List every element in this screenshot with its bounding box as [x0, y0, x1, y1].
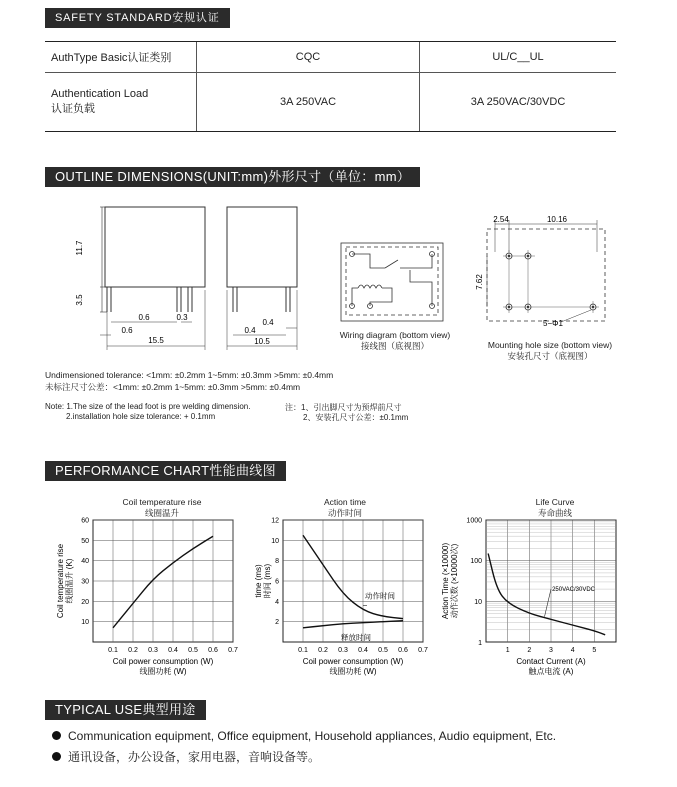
x-tick-label: 0.5: [378, 647, 388, 654]
dim-254-label: 2.54: [493, 215, 509, 224]
x-axis-label-cn: 线圈功耗 (W): [329, 667, 377, 676]
wiring-caption-cn: 接线图（底视图）: [360, 341, 429, 351]
dim-w06b-label: 0.6: [121, 326, 133, 335]
ul-load: 3A 250VAC/30VDC: [420, 73, 617, 132]
note-cn-1: 注：1、引出脚尺寸为预焊前尺寸: [285, 403, 402, 412]
y-axis-label-cn: 线圈温升 (K): [65, 558, 74, 604]
mounting-caption-en: Mounting hole size (bottom view): [487, 340, 613, 350]
y-tick-label: 50: [81, 537, 89, 545]
ul-header: UL/C__UL: [420, 42, 617, 73]
chart3-title-cn: 寿命曲线: [537, 508, 572, 518]
x-tick-label: 0.6: [398, 647, 408, 654]
x-tick-label: 0.1: [298, 647, 308, 654]
x-tick-label: 0.3: [148, 647, 158, 654]
typical-use-header: TYPICAL USE典型用途: [45, 700, 206, 720]
y-tick-label: 6: [275, 578, 279, 586]
x-axis-label: Coil power consumption (W): [302, 657, 404, 666]
y-axis-label-cn: 动作次数 (×10000次): [450, 543, 459, 619]
dim-w04a-label: 0.4: [262, 318, 274, 327]
chart1-title-en: Coil temperature rise: [122, 497, 202, 507]
x-tick-label: 2: [527, 647, 532, 654]
x-tick-label: 0.7: [418, 647, 428, 654]
dim-width-label: 10.5: [254, 337, 270, 346]
x-axis-label-cn: 线圈功耗 (W): [139, 667, 187, 676]
performance-chart-header: PERFORMANCE CHART性能曲线图: [45, 461, 286, 481]
note-en-2: 2.installation hole size tolerance: + 0.1mm: [66, 412, 216, 421]
x-tick-label: 0.6: [208, 647, 218, 654]
tolerance-en: Undimensioned tolerance: <1mm: ±0.2mm 1~5mm: ±0.3mm >5mm: ±0.4mm: [45, 370, 334, 380]
auth-type-label: AuthType Basic认证类别: [45, 42, 197, 73]
bullet-icon: [52, 752, 61, 761]
dim-holes-label: 5−Φ1: [543, 319, 563, 328]
auth-load-label-en: Authentication Load: [51, 88, 149, 100]
y-axis-label: time (ms): [254, 564, 263, 598]
typical-use-en-text: Communication equipment, Office equipment, Household appliances, Audio equipment, Etc.: [68, 729, 557, 743]
cqc-load: 3A 250VAC: [197, 73, 420, 132]
x-tick-label: 0.4: [358, 647, 368, 654]
chart1-title-cn: 线圈温升: [144, 508, 179, 518]
dim-lead-label: 3.5: [75, 294, 84, 306]
x-tick-label: 4: [570, 647, 575, 654]
x-axis-label: Contact Current (A): [516, 657, 586, 666]
y-tick-label: 30: [81, 578, 89, 586]
x-tick-label: 0.2: [128, 647, 138, 654]
mounting-caption-cn: 安装孔尺寸（底视图）: [507, 351, 593, 361]
chart3-title-en: Life Curve: [535, 497, 575, 507]
dim-w04b-label: 0.4: [244, 326, 256, 335]
x-tick-label: 0.5: [188, 647, 198, 654]
y-tick-label: 12: [271, 517, 279, 525]
wiring-caption-en: Wiring diagram (bottom view): [339, 330, 451, 340]
series-label-release: 释放时间: [341, 633, 371, 642]
x-tick-label: 5: [592, 647, 597, 654]
y-tick-label: 40: [81, 558, 89, 566]
x-tick-label: 1: [505, 647, 510, 654]
dim-height-label: 11.7: [75, 240, 84, 256]
dim-762-label: 7.62: [475, 274, 484, 290]
y-tick-label: 1000: [466, 517, 482, 525]
y-tick-label: 4: [275, 598, 279, 606]
x-tick-label: 0.4: [168, 647, 178, 654]
auth-load-label-cn: 认证负载: [51, 103, 95, 115]
y-axis-label: Action Time (×10000): [441, 542, 450, 620]
note-cn-2: 2、安装孔尺寸公差：±0.1mm: [303, 413, 409, 422]
dim-1016-label: 10.16: [546, 215, 568, 224]
tolerance-cn: 未标注尺寸公差：<1mm: ±0.2mm 1~5mm: ±0.3mm >5mm: ±0.4mm: [45, 382, 301, 392]
dim-length-label: 15.5: [148, 336, 164, 345]
dim-w03-label: 0.3: [176, 313, 188, 322]
cqc-header: CQC: [197, 42, 420, 73]
x-tick-label: 0.7: [228, 647, 238, 654]
series-label-operate: 动作时间: [365, 591, 395, 601]
y-tick-label: 10: [81, 619, 89, 627]
x-tick-label: 0.1: [108, 647, 118, 654]
typical-use-en: [52, 729, 556, 743]
x-axis-label: Coil power consumption (W): [112, 657, 214, 666]
outline-dimensions-header: OUTLINE DIMENSIONS(UNIT:mm)外形尺寸（单位：mm）: [45, 167, 420, 187]
typical-use-cn-text: 通讯设备，办公设备，家用电器，音响设备等。: [68, 750, 321, 764]
typical-use-cn: [52, 748, 320, 765]
y-tick-label: 10: [474, 598, 482, 606]
y-axis-label: Coil temperature rise: [56, 543, 65, 619]
bullet-icon: [52, 731, 61, 740]
x-tick-label: 0.3: [338, 647, 348, 654]
y-axis-label-cn: 时间 (ms): [263, 563, 272, 599]
y-tick-label: 100: [470, 558, 482, 566]
y-tick-label: 1: [478, 640, 482, 647]
note-en-1: Note: 1.The size of the lead foot is pre welding dimension.: [45, 402, 251, 411]
y-tick-label: 20: [81, 598, 89, 606]
y-tick-label: 10: [271, 537, 279, 545]
x-tick-label: 3: [549, 647, 553, 654]
safety-standard-header: SAFETY STANDARD安规认证: [45, 8, 230, 28]
dim-w06-label: 0.6: [138, 313, 150, 322]
legend-leader: [545, 589, 552, 617]
y-tick-label: 60: [81, 517, 89, 525]
chart2-title-cn: 动作时间: [327, 508, 362, 518]
series-label-life: 250VAC/30VDC: [552, 587, 596, 594]
y-tick-label: 2: [275, 619, 279, 627]
chart2-title-en: Action time: [323, 497, 367, 507]
y-tick-label: 8: [275, 558, 279, 566]
x-axis-label-cn: 触点电流 (A): [528, 667, 574, 676]
x-tick-label: 0.2: [318, 647, 328, 654]
